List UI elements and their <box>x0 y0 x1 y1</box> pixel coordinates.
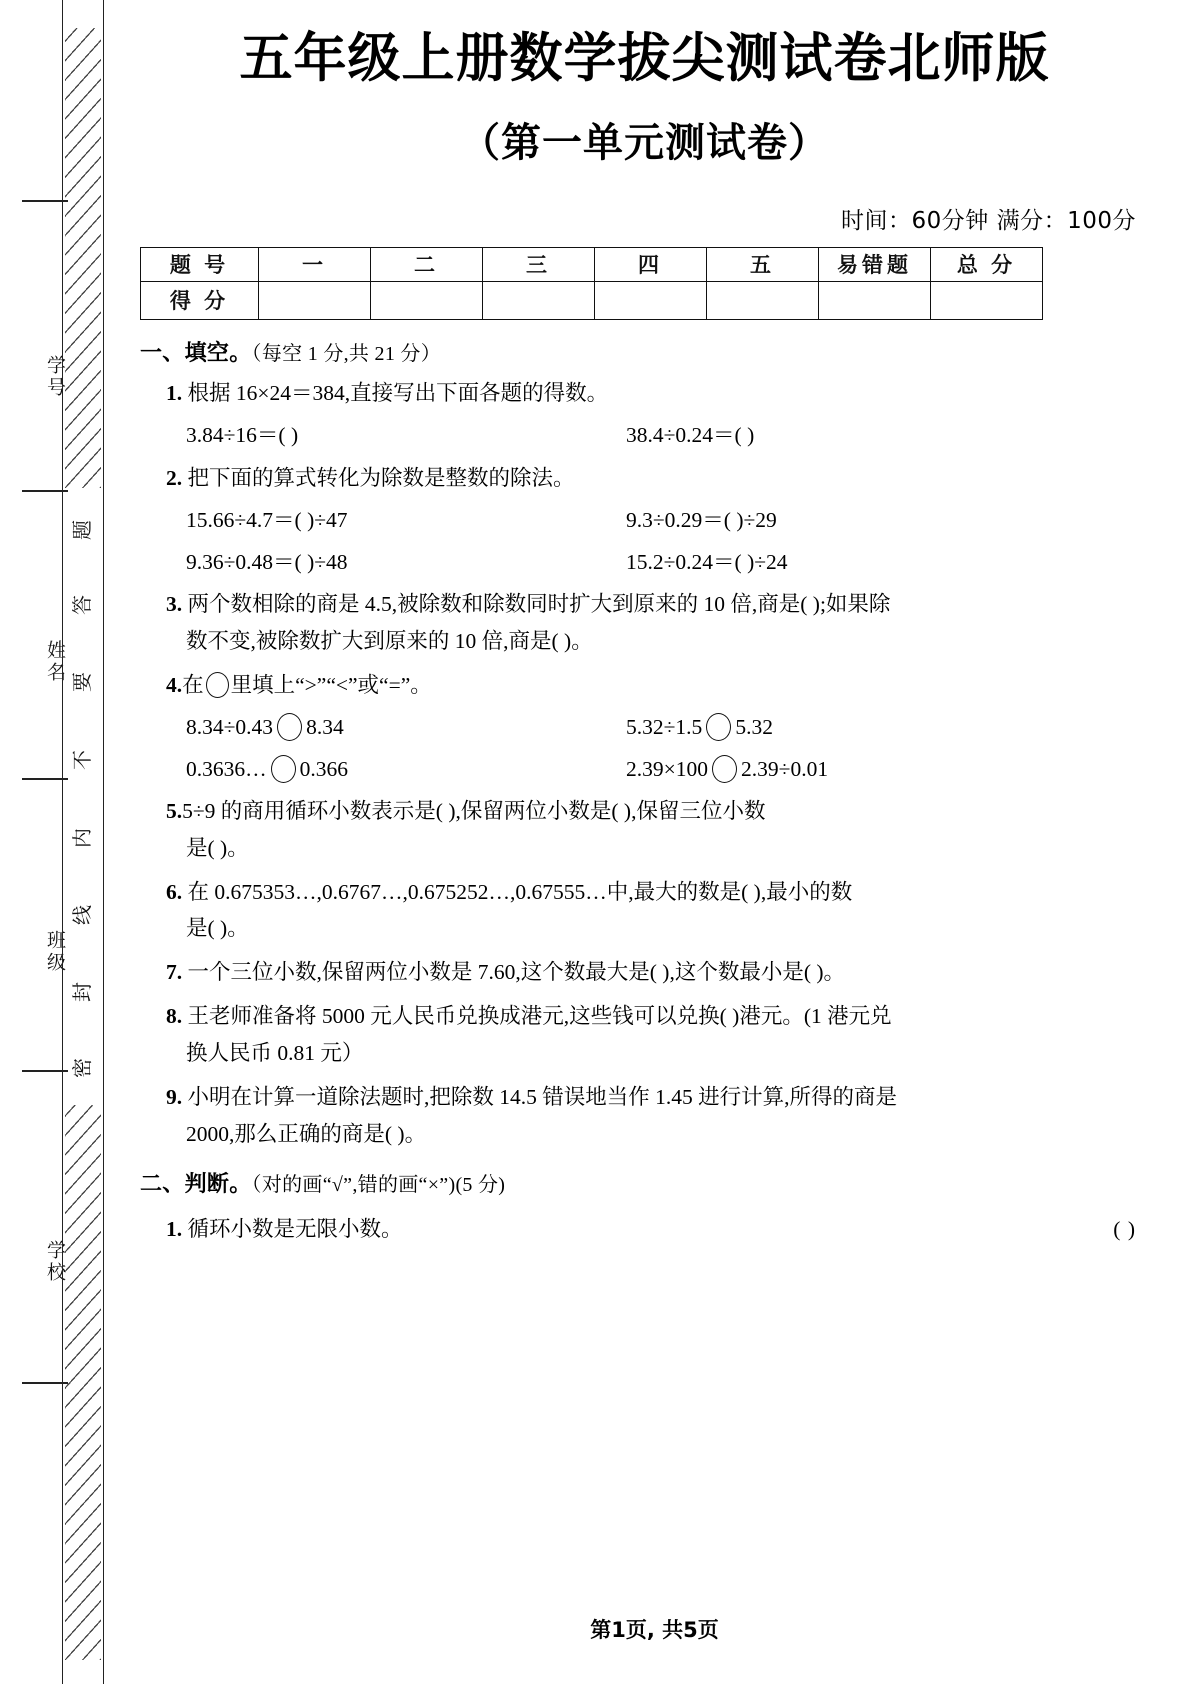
exam-meta-info: 时间：60分钟 满分：100分 <box>841 207 1136 234</box>
exam-page <box>118 0 1191 1684</box>
exam-content <box>140 336 1136 1248</box>
seal-char-5: 线 <box>72 905 94 925</box>
seal-char-4: 内 <box>72 828 94 848</box>
question-2b1[interactable]: 9.3÷0.29＝( )÷29 <box>626 508 777 533</box>
question-4-number: 4. <box>166 672 183 697</box>
question-7 <box>140 955 1136 990</box>
table-row-score <box>141 281 1043 319</box>
sidebar-field-xuexiao: 学校 <box>44 1240 65 1284</box>
question-1 <box>140 376 1136 411</box>
question-4b1-right: 5.32 <box>735 715 773 740</box>
question-3-line1[interactable]: 两个数相除的商是 4.5,被除数和除数同时扩大到原来的 10 倍,商是( );如果除 <box>187 591 891 616</box>
question-4a1[interactable] <box>186 711 626 743</box>
question-4b2-left: 2.39×100 <box>626 756 709 781</box>
section-heading-2 <box>140 1167 1136 1198</box>
seal-char-3: 不 <box>72 750 94 770</box>
question-4-subitems-row2 <box>140 753 1136 785</box>
question-4-text-post: 里填上“>”“<”或“=”。 <box>230 672 432 697</box>
question-4b2-right: 2.39÷0.01 <box>741 756 829 781</box>
score-table-col-2: 三 <box>483 247 595 281</box>
score-table-col-6: 总 分 <box>931 247 1043 281</box>
question-4b1-left: 5.32÷1.5 <box>626 715 703 740</box>
circle-icon[interactable] <box>271 755 296 783</box>
question-4a2-left: 0.3636… <box>186 756 267 781</box>
question-3 <box>140 587 1136 622</box>
score-cell-5[interactable] <box>819 281 931 319</box>
circle-icon <box>206 672 229 698</box>
circle-icon[interactable] <box>277 713 302 741</box>
question-1b[interactable]: 38.4÷0.24＝( ) <box>626 423 755 448</box>
section-1-title: 一、填空。 <box>140 339 252 365</box>
question-4 <box>140 668 1136 703</box>
score-table-col-3: 四 <box>595 247 707 281</box>
score-cell-4[interactable] <box>707 281 819 319</box>
question-5-cont <box>140 831 1136 866</box>
seal-hatch-bottom <box>65 1105 101 1660</box>
question-4a1-right: 8.34 <box>306 715 344 740</box>
seal-hatch-top <box>65 28 101 488</box>
judge-question-1 <box>140 1212 1136 1247</box>
question-8-line2[interactable]: 换人民币 0.81 元） <box>186 1040 364 1065</box>
question-9-number: 9. <box>166 1084 183 1109</box>
question-9 <box>140 1080 1136 1115</box>
question-7-number: 7. <box>166 960 183 985</box>
page-title: 五年级上册数学拔尖测试卷北师版 <box>239 28 1050 89</box>
question-9-cont <box>140 1117 1136 1152</box>
question-4a2[interactable] <box>186 753 626 785</box>
question-2a1[interactable]: 15.66÷4.7＝( )÷47 <box>186 508 348 533</box>
question-4a1-left: 8.34÷0.43 <box>186 715 274 740</box>
question-2 <box>140 461 1136 496</box>
question-8-number: 8. <box>166 1004 183 1029</box>
page-subtitle: （第一单元测试卷） <box>460 119 829 166</box>
sidebar-field-banji: 班级 <box>44 930 65 974</box>
question-2-text: 把下面的算式转化为除数是整数的除法。 <box>187 465 575 490</box>
question-4b1[interactable] <box>626 711 1136 743</box>
question-1a[interactable]: 3.84÷16＝( ) <box>186 423 299 448</box>
seal-char-1: 答 <box>72 595 94 615</box>
section-2-title: 二、判断。 <box>140 1171 252 1197</box>
question-3-number: 3. <box>166 591 183 616</box>
score-table-col-4: 五 <box>707 247 819 281</box>
question-2b2[interactable]: 15.2÷0.24＝( )÷24 <box>626 549 788 574</box>
question-2-number: 2. <box>166 465 183 490</box>
question-1-number: 1. <box>166 380 183 405</box>
exam-sidebar <box>0 0 118 1684</box>
score-table-col-5: 易错题 <box>819 247 931 281</box>
question-8-cont <box>140 1036 1136 1071</box>
score-cell-1[interactable] <box>371 281 483 319</box>
question-9-line2[interactable]: 2000,那么正确的商是( )。 <box>186 1121 427 1146</box>
question-4-text-pre: 在 <box>182 672 204 697</box>
question-8 <box>140 999 1136 1034</box>
question-2-subitems-row1 <box>140 504 1136 536</box>
question-6-line2[interactable]: 是( )。 <box>186 916 249 941</box>
score-table-col-1: 二 <box>371 247 483 281</box>
question-6 <box>140 875 1136 910</box>
question-5-number: 5. <box>166 798 183 823</box>
circle-icon[interactable] <box>712 755 737 783</box>
judge-answer-1[interactable]: ( ) <box>1113 1217 1136 1242</box>
score-cell-6[interactable] <box>931 281 1043 319</box>
page-footer: 第1页, 共5页 <box>590 1618 719 1642</box>
section-2-note: （对的画“√”,错的画“×”)(5 分) <box>251 1174 506 1197</box>
question-5 <box>140 794 1136 829</box>
score-cell-3[interactable] <box>595 281 707 319</box>
score-table <box>140 247 1043 320</box>
score-cell-0[interactable] <box>259 281 371 319</box>
seal-char-6: 封 <box>72 982 94 1002</box>
score-cell-2[interactable] <box>483 281 595 319</box>
question-5-line1[interactable]: 5÷9 的商用循环小数表示是( ),保留两位小数是( ),保留三位小数 <box>182 798 766 823</box>
sidebar-seal-strip <box>62 0 104 1684</box>
question-6-line1[interactable]: 在 0.675353…,0.6767…,0.675252…,0.67555…中,最大的数是( ),最小的数 <box>187 879 853 904</box>
question-2-subitems-row2 <box>140 546 1136 578</box>
question-6-number: 6. <box>166 879 183 904</box>
question-2a2[interactable]: 9.36÷0.48＝( )÷48 <box>186 549 348 574</box>
question-3-line2[interactable]: 数不变,被除数扩大到原来的 10 倍,商是( )。 <box>186 628 593 653</box>
question-6-cont <box>140 911 1136 946</box>
section-heading-1 <box>140 336 1136 367</box>
table-row-header <box>141 247 1043 281</box>
question-4a2-right: 0.366 <box>299 756 348 781</box>
seal-char-7: 密 <box>72 1058 94 1078</box>
judge-question-1-text: 循环小数是无限小数。 <box>187 1217 403 1242</box>
question-4-subitems-row1 <box>140 711 1136 743</box>
question-9-line1[interactable]: 小明在计算一道除法题时,把除数 14.5 错误地当作 1.45 进行计算,所得的商是 <box>187 1084 898 1109</box>
sidebar-field-xuehao: 学号 <box>44 355 65 399</box>
section-1-note: （每空 1 分,共 21 分） <box>251 342 442 365</box>
question-4b2[interactable] <box>626 753 1136 785</box>
sidebar-field-xingming: 姓名 <box>44 640 65 684</box>
judge-question-1-number: 1. <box>166 1217 183 1242</box>
question-1-text: 根据 16×24＝384,直接写出下面各题的得数。 <box>187 380 609 405</box>
circle-icon[interactable] <box>706 713 731 741</box>
seal-char-0: 题 <box>72 520 94 540</box>
seal-char-2: 要 <box>72 672 94 692</box>
question-7-line1[interactable]: 一个三位小数,保留两位小数是 7.60,这个数最大是( ),这个数最小是( )。 <box>187 960 846 985</box>
question-8-line1[interactable]: 王老师准备将 5000 元人民币兑换成港元,这些钱可以兑换( )港元。(1 港元兑 <box>187 1004 892 1029</box>
question-5-line2[interactable]: 是( )。 <box>186 835 249 860</box>
question-1-subitems <box>140 419 1136 451</box>
score-table-row-label-1: 得 分 <box>141 281 259 319</box>
score-table-row-label-0: 题 号 <box>141 247 259 281</box>
question-3-cont <box>140 624 1136 659</box>
score-table-col-0: 一 <box>259 247 371 281</box>
